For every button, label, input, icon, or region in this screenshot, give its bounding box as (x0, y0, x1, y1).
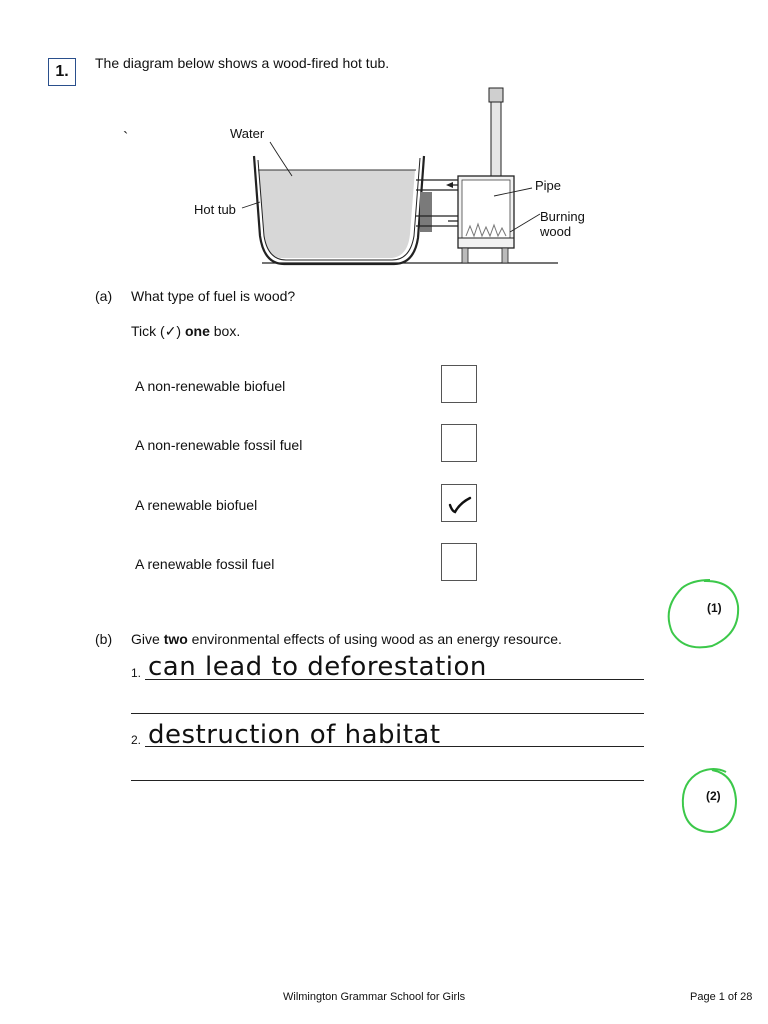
part-a-question: What type of fuel is wood? (131, 288, 296, 304)
option-checkbox[interactable] (441, 543, 477, 581)
stray-mark: ` (123, 130, 129, 147)
option-label: A non-renewable fossil fuel (135, 437, 303, 453)
teacher-mark-circle (664, 576, 744, 652)
option-label: A renewable biofuel (135, 497, 258, 513)
tick-icon (442, 485, 476, 521)
option-checkbox[interactable] (441, 365, 477, 403)
water-fill (258, 170, 415, 258)
answer-line (145, 746, 644, 747)
option-label: A renewable fossil fuel (135, 556, 275, 572)
chimney-cap (489, 88, 503, 102)
label-water: Water (230, 126, 265, 141)
footer-school: Wilmington Grammar School for Girls (283, 991, 466, 1003)
part-b-label: (b) (95, 631, 113, 647)
question-intro: The diagram below shows a wood-fired hot tub. (95, 55, 390, 71)
option-checkbox-checked[interactable] (441, 484, 477, 522)
stove-leg-right (502, 248, 508, 263)
label-wood: wood (540, 224, 572, 239)
answer-number: 1. (131, 666, 142, 680)
footer-page-number: Page 1 of 28 (690, 991, 753, 1003)
label-burning: Burning (540, 209, 585, 224)
part-b-question: Give two environmental effects of using wood as an energy resource. (131, 631, 562, 647)
part-a-instruction: Tick (✓) one box. (131, 323, 241, 339)
label-hot-tub: Hot tub (194, 202, 236, 217)
question-number: 1. (48, 58, 76, 86)
chimney (491, 102, 501, 178)
option-label: A non-renewable biofuel (135, 378, 286, 394)
answer-line (131, 713, 644, 714)
answer-line (131, 780, 644, 781)
option-checkbox[interactable] (441, 424, 477, 462)
label-pipe: Pipe (535, 178, 562, 193)
handwritten-answer: can lead to deforestation (148, 652, 487, 682)
stove-leg-left (462, 248, 468, 263)
handwritten-answer: destruction of habitat (148, 720, 441, 750)
part-a-marks: (1) (707, 601, 722, 615)
answer-line (145, 679, 644, 680)
part-b-marks: (2) (706, 789, 721, 803)
hot-tub-diagram (180, 86, 600, 272)
part-a-label: (a) (95, 288, 113, 304)
answer-number: 2. (131, 733, 142, 747)
